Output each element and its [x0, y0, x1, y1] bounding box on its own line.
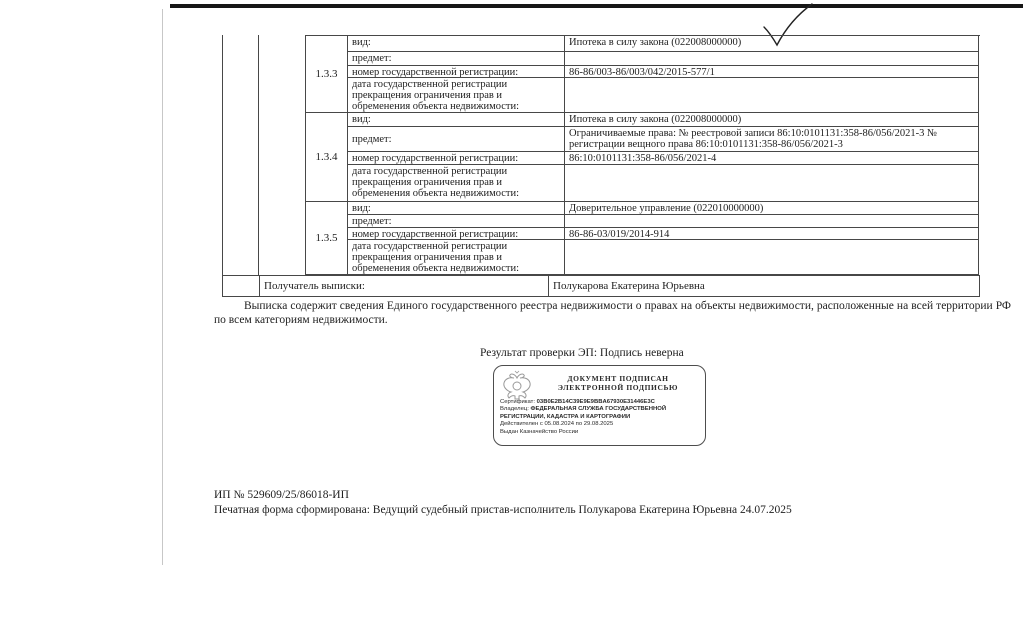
field-label: дата государственной регистрации прекращения ограничения прав и обременения объекта недвижимости: — [348, 165, 565, 202]
field-value: Доверительное управление (022010000000) — [565, 202, 979, 215]
table-row — [306, 36, 980, 113]
field-value: 86-86-03/019/2014-914 — [565, 228, 979, 240]
field-value: Ипотека в силу закона (022008000000) — [565, 113, 979, 127]
stamp-owner: Владелец: ФЕДЕРАЛЬНАЯ СЛУЖБА ГОСУДАРСТВЕННОЙ РЕГИСТРАЦИИ, КАДАСТРА И КАРТОГРАФИИ — [500, 406, 667, 420]
field-value: Ипотека в силу закона (022008000000) — [565, 36, 979, 52]
summary-paragraph: Выписка содержит сведения Единого государственного реестра недвижимости о правах на объекты недвижимости, расположенные на всей территории РФ по всем категориям недвижимости. — [214, 300, 1011, 326]
digital-signature-stamp — [493, 365, 706, 446]
stamp-details — [500, 399, 700, 436]
row-number: 1.3.4 — [306, 113, 348, 202]
generated-by-line: Печатная форма сформирована: Ведущий судебный пристав-исполнитель Полукарова Екатерина Юрьевна 24.07.2025 — [214, 504, 792, 516]
field-label: вид: — [348, 113, 565, 127]
signature-verification-result: Результат проверки ЭП: Подпись неверна — [480, 347, 684, 359]
field-value: Ограничиваемые права: № реестровой записи 86:10:0101131:358-86/056/2021-3 № регистрации вещного права 86:10:0101131:358-86/056/2021-3 — [565, 127, 979, 152]
field-label: вид: — [348, 202, 565, 215]
stamp-issuer: Выдан Казначейство России — [500, 428, 579, 435]
stamp-title — [536, 374, 700, 392]
table-row — [306, 113, 980, 202]
stamp-certificate: Сертификат: 03B0E2B14C39E9E9BBA67930E31446E3C — [500, 399, 655, 405]
recipient-label: Получатель выписки: — [260, 276, 549, 296]
field-value — [565, 165, 979, 202]
field-value — [565, 52, 979, 66]
recipient-empty-cell — [223, 276, 260, 296]
field-label: дата государственной регистрации прекращения ограничения прав и обременения объекта недвижимости: — [348, 240, 565, 275]
stamp-title-line2: ЭЛЕКТРОННОЙ ПОДПИСЬЮ — [557, 383, 679, 392]
field-label: предмет: — [348, 215, 565, 228]
table-row — [306, 202, 980, 275]
stamp-validity: Действителен с 05.08.2024 по 29.08.2025 — [500, 421, 614, 428]
field-value — [565, 240, 979, 275]
scan-top-edge-line — [170, 4, 1023, 8]
recipient-value: Полукарова Екатерина Юрьевна — [553, 280, 705, 292]
field-label: предмет: — [348, 52, 565, 66]
field-value: 86:10:0101131:358-86/056/2021-4 — [565, 152, 979, 165]
row-number: 1.3.5 — [306, 202, 348, 275]
field-label: вид: — [348, 36, 565, 52]
page-fold-line — [162, 9, 163, 565]
case-number: ИП № 529609/25/86018-ИП — [214, 489, 349, 501]
field-label: дата государственной регистрации прекращения ограничения прав и обременения объекта недвижимости: — [348, 78, 565, 113]
field-label: номер государственной регистрации: — [348, 228, 565, 240]
registration-table — [305, 35, 980, 275]
row-number: 1.3.3 — [306, 36, 348, 113]
field-label: номер государственной регистрации: — [348, 152, 565, 165]
field-label: предмет: — [348, 127, 565, 152]
stamp-title-line1: ДОКУМЕНТ ПОДПИСАН — [567, 374, 669, 383]
coat-of-arms-icon — [502, 370, 532, 402]
recipient-row — [222, 275, 980, 297]
field-value — [565, 78, 979, 113]
field-value: 86-86/003-86/003/042/2015-577/1 — [565, 66, 979, 78]
table-outer-empty-column — [222, 35, 259, 275]
field-value — [565, 215, 979, 228]
field-label: номер государственной регистрации: — [348, 66, 565, 78]
